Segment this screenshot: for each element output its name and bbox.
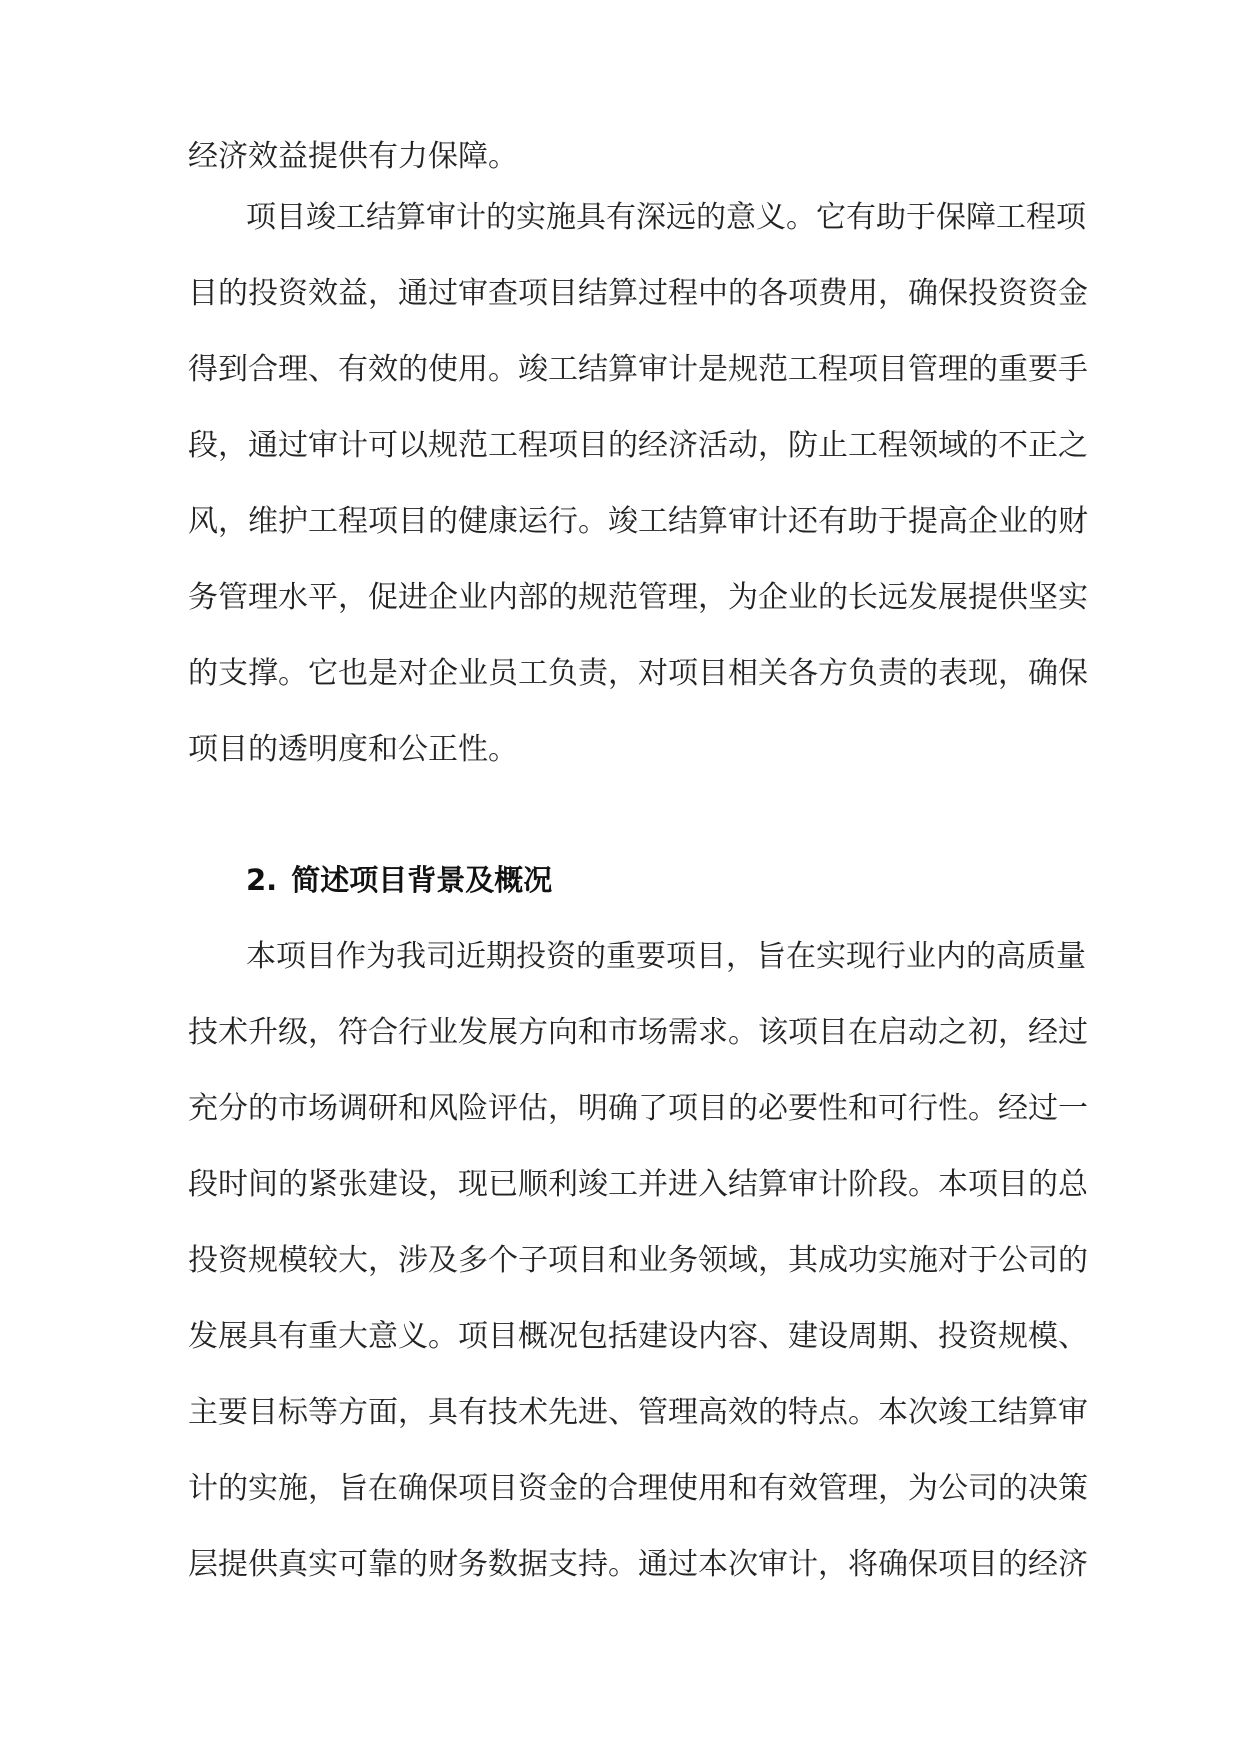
text-line: 经济效益提供有力保障。: [188, 139, 518, 174]
text-line: 段时间的紧张建设，现已顺利竣工并进入结算审计阶段。本项目的总: [188, 1167, 1088, 1202]
text-line: 充分的市场调研和风险评估，明确了项目的必要性和可行性。经过一: [188, 1091, 1088, 1126]
text-line: 风，维护工程项目的健康运行。竣工结算审计还有助于提高企业的财: [188, 504, 1088, 539]
text-line: 目的投资效益，通过审查项目结算过程中的各项费用，确保投资资金: [188, 276, 1088, 311]
section-heading: [246, 863, 552, 897]
text-line: 层提供真实可靠的财务数据支持。通过本次审计，将确保项目的经济: [188, 1547, 1088, 1582]
text-line: 项目的透明度和公正性。: [188, 732, 518, 767]
text-line: 段，通过审计可以规范工程项目的经济活动，防止工程领域的不正之: [188, 428, 1088, 463]
text-line: 主要目标等方面，具有技术先进、管理高效的特点。本次竣工结算审: [188, 1395, 1088, 1430]
section-number: 2.: [246, 863, 278, 897]
text-line: 的支撑。它也是对企业员工负责，对项目相关各方负责的表现，确保: [188, 656, 1088, 691]
text-line: 务管理水平，促进企业内部的规范管理，为企业的长远发展提供坚实: [188, 580, 1088, 615]
section-title: 简述项目背景及概况: [291, 863, 553, 897]
text-line: 得到合理、有效的使用。竣工结算审计是规范工程项目管理的重要手: [188, 352, 1088, 387]
text-line: 发展具有重大意义。项目概况包括建设内容、建设周期、投资规模、: [188, 1319, 1088, 1354]
text-line: 本项目作为我司近期投资的重要项目，旨在实现行业内的高质量: [246, 939, 1086, 974]
text-line: 项目竣工结算审计的实施具有深远的意义。它有助于保障工程项: [246, 200, 1086, 235]
text-line: 技术升级，符合行业发展方向和市场需求。该项目在启动之初，经过: [188, 1015, 1088, 1050]
text-line: 投资规模较大，涉及多个子项目和业务领域，其成功实施对于公司的: [188, 1243, 1088, 1278]
text-line: 计的实施，旨在确保项目资金的合理使用和有效管理，为公司的决策: [188, 1471, 1088, 1506]
